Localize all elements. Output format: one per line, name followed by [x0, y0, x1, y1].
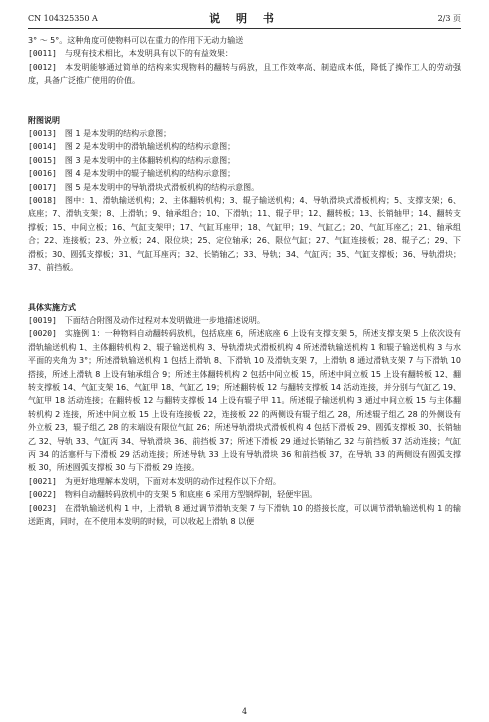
paragraph-text: 本发明能够通过简单的结构来实现物料的翻转与码放，且工作效率高、制造成本低，降低了操作工人的劳动强度，具备广泛推广使用的价值。	[28, 62, 461, 86]
paragraph-list-embodiment	[28, 314, 461, 529]
paragraph-number: [0018]	[28, 196, 57, 206]
paragraph	[28, 47, 461, 60]
paragraph-number: [0016]	[28, 169, 57, 179]
paragraph-number: [0011]	[28, 49, 57, 59]
paragraph	[28, 327, 461, 474]
paragraph	[28, 154, 461, 167]
paragraph	[28, 502, 461, 529]
paragraph-text: 为更好地理解本发明，下面对本发明的动作过程作以下介绍。	[64, 476, 281, 486]
paragraph-number: [0012]	[28, 62, 57, 72]
paragraph	[28, 61, 461, 88]
document-title: 说 明 书	[209, 12, 280, 25]
paragraph	[28, 181, 461, 194]
page-indicator: 2/3 页	[437, 13, 461, 23]
paragraph	[28, 475, 461, 488]
paragraph-text: 图 4 是本发明中的辊子输送机构的结构示意图；	[64, 169, 236, 179]
paragraph	[28, 140, 461, 153]
paragraph-text: 实施例 1：一种物料自动翻转码放机，包括底座 6，所述底座 6 上设有支撑支架 5，所述支撑支架 5 上依次设有滑轨输送机构 1、主体翻转机构 2、辊子输送机构 3、导轨滑块式滑板机构 4 所述滑轨输送机构 1 和辊子输送机构 3 与水平面的夹角为 3°；所述滑轨输送机构 1 包括上滑轨 8、下滑轨 10 及滑轨支架 7，上滑轨 8 通过滑轨支架 7 与下滑轨 10 搭接，所述上滑轨 8 上设有轴承组合 9；所述主体翻转机构 2 包括中间立板 15，所述中间立板 15 上设有翻转板 12、翻转支撑板 14、气缸支架 16、气缸甲 18、气缸乙 19；所述翻转板 12 与翻转支撑板 14 活动连接，并分别与气缸乙 19、气缸甲 18 活动连接；在翻转板 12 与翻转支撑板 14 上设有辊子甲 11。所述辊子输送机构 3 通过中间立板 15 与主体翻转机构 2 连接，所述中间立板 15 上设有连接板 22，连接板 22 的两侧设有辊子组乙 28，所述辊子组乙 28 的外侧设有外立板 23，辊子组乙 28 的末端设有限位气缸 26；所述导轨滑块式滑板机构 4 包括下滑板 29、圆弧支撑板 30、长销轴乙 32、导轨 33、气缸丙 34、导轨滑块 36、前挡板 37；所述下滑板 29 通过长销轴乙 32 与前挡板 37 活动连接；气缸丙 34 的活塞杆与下滑板 29 活动连接；所述导轨 33 上设有导轨滑块 36 和前挡板 37，在导轨 33 的两侧设有圆弧支撑板 30，所述圆弧支撑板 30 与下滑板 29 连接。	[28, 329, 461, 473]
paragraph-text: 图 1 是本发明的结构示意图；	[64, 129, 172, 139]
page-header	[28, 10, 461, 26]
paragraph-list-drawings	[28, 127, 461, 274]
paragraph	[28, 167, 461, 180]
paragraph-text: 物料自动翻转码放机中的支架 5 和底座 6 采用方型钢焊制，轻便牢固。	[64, 490, 318, 500]
paragraph-text: 在滑轨输送机构 1 中，上滑轨 8 通过调节滑轨支架 7 与下滑轨 10 的搭接长度，可以调节滑轨输送机构 1 的输送距离，同时，在不使用本发明的时候，可以收起上滑轨 8 以便	[28, 503, 461, 526]
paragraph-number: [0017]	[28, 182, 57, 192]
paragraph-number: [0023]	[28, 503, 57, 513]
paragraph-list-top	[28, 47, 461, 87]
section-heading-drawings: 附图说明	[28, 115, 60, 125]
paragraph-text: 图 5 是本发明中的导轨滑块式滑板机构的结构示意图。	[64, 182, 260, 192]
paragraph	[28, 488, 461, 501]
paragraph-number: [0020]	[28, 329, 57, 339]
paragraph-number: [0022]	[28, 490, 57, 500]
paragraph-number: [0019]	[28, 315, 57, 325]
paragraph-number: [0014]	[28, 142, 57, 152]
paragraph	[28, 314, 461, 327]
paragraph-text: 图 2 是本发明中的滑轨输送机构的结构示意图；	[64, 142, 236, 152]
publication-number: CN 104325350 A	[28, 13, 98, 23]
paragraph-number: [0021]	[28, 476, 57, 486]
paragraph-text: 图 3 是本发明中的主体翻转机构的结构示意图；	[64, 155, 236, 165]
paragraph-text: 图中：1、滑轨输送机构；2、主体翻转机构；3、辊子输送机构；4、导轨滑块式滑板机构；5、支撑支架；6、底座；7、滑轨支架；8、上滑轨；9、轴承组合；10、下滑轨；11、辊子甲；12、翻转板；13、长销轴甲；14、翻转支撑板；15、中间立板；16、气缸支架甲；17、气缸耳座甲；18、气缸甲；19、气缸乙；20、气缸耳座乙；21、轴承组合；22、连接板；23、外立板；24、限位块；25、定位轴承；26、限位气缸；27、气缸连接板；28、辊子乙；29、下滑板；30、圆弧支撑板；31、气缸耳座丙；32、长销轴乙；33、导轨；34、气缸丙；35、气缸支撑板；36、导轨滑块；37、前挡板。	[28, 196, 461, 273]
header-rule	[28, 28, 461, 29]
document-body	[28, 34, 461, 528]
paragraph-number: [0015]	[28, 155, 57, 165]
paragraph-text: 与现有技术相比，本发明具有以下的有益效果：	[64, 49, 233, 59]
section-heading-embodiment: 具体实施方式	[28, 302, 76, 312]
paragraph-text: 下面结合附图及动作过程对本发明做进一步地描述说明。	[64, 315, 265, 325]
paragraph-number: [0013]	[28, 129, 57, 139]
intro-line: 3° ～ 5°。这种角度可使物料可以在重力的作用下无动力输送	[28, 36, 244, 45]
page-footer-number: 4	[241, 707, 248, 716]
paragraph	[28, 194, 461, 274]
paragraph	[28, 127, 461, 140]
